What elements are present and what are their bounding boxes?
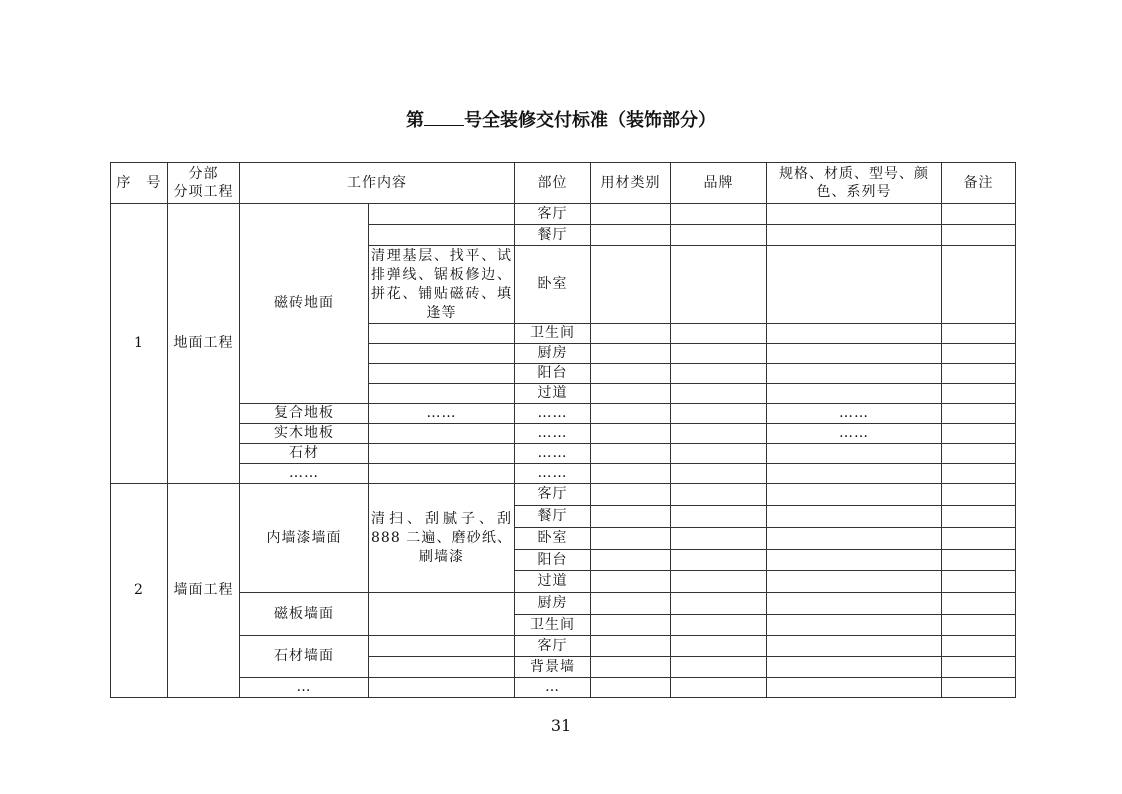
header-row <box>111 163 1016 204</box>
room-cell: 客厅 <box>515 484 591 506</box>
tile-floor-label: 磁砖地面 <box>240 204 369 404</box>
table-row <box>111 204 1016 225</box>
header-brand: 品牌 <box>671 163 767 204</box>
room-cell: 餐厅 <box>515 506 591 528</box>
title-blank-line <box>424 109 464 126</box>
page-title <box>0 106 1122 132</box>
section1-division: 地面工程 <box>168 204 240 484</box>
room-cell: 过道 <box>515 384 591 404</box>
room-cell: 阳台 <box>515 364 591 384</box>
room-cell: 背景墙 <box>515 657 591 678</box>
header-seq: 序 号 <box>111 163 168 204</box>
table-row: 石材 …… <box>111 444 1016 464</box>
section1-num: 1 <box>111 204 168 484</box>
table-row <box>111 636 1016 657</box>
section2-division: 墙面工程 <box>168 484 240 698</box>
header-work: 工作内容 <box>240 163 515 204</box>
stone-floor-label: 石材 <box>240 444 369 464</box>
table-row <box>111 484 1016 506</box>
title-prefix: 第 <box>406 110 424 131</box>
delivery-standard-table <box>110 162 1016 698</box>
room-cell: 餐厅 <box>515 225 591 246</box>
page-number: 31 <box>550 716 572 735</box>
tile-wall-label: 磁板墙面 <box>240 593 369 636</box>
tile-floor-work: 清理基层、找平、试排弹线、锯板修边、拼花、铺贴磁砖、填逢等 <box>369 246 515 324</box>
header-division: 分部 分项工程 <box>168 163 240 204</box>
room-cell: 卫生间 <box>515 324 591 344</box>
section2-num: 2 <box>111 484 168 698</box>
table-row: 实木地板 …… …… <box>111 424 1016 444</box>
room-cell: 过道 <box>515 571 591 593</box>
room-cell: 厨房 <box>515 593 591 615</box>
room-cell: 卧室 <box>515 246 591 324</box>
room-cell: 客厅 <box>515 204 591 225</box>
header-part: 部位 <box>515 163 591 204</box>
table-row: …… …… <box>111 464 1016 484</box>
paint-wall-work: 清扫、刮腻子、刮888 二遍、磨砂纸、刷墙漆 <box>369 484 515 593</box>
room-cell: 卧室 <box>515 528 591 550</box>
table-row: 复合地板 …… …… …… <box>111 404 1016 424</box>
room-cell: 厨房 <box>515 344 591 364</box>
paint-wall-label: 内墙漆墙面 <box>240 484 369 593</box>
table-row <box>111 593 1016 615</box>
stone-wall-label: 石材墙面 <box>240 636 369 678</box>
table-row: … … <box>111 678 1016 698</box>
header-note: 备注 <box>942 163 1016 204</box>
title-suffix: 号全装修交付标准（装饰部分） <box>464 110 716 131</box>
room-cell: 卫生间 <box>515 615 591 636</box>
room-cell: 客厅 <box>515 636 591 657</box>
header-material: 用材类别 <box>591 163 671 204</box>
composite-floor-label: 复合地板 <box>240 404 369 424</box>
solid-wood-floor-label: 实木地板 <box>240 424 369 444</box>
header-spec: 规格、材质、型号、颜色、系列号 <box>767 163 942 204</box>
room-cell: 阳台 <box>515 550 591 571</box>
